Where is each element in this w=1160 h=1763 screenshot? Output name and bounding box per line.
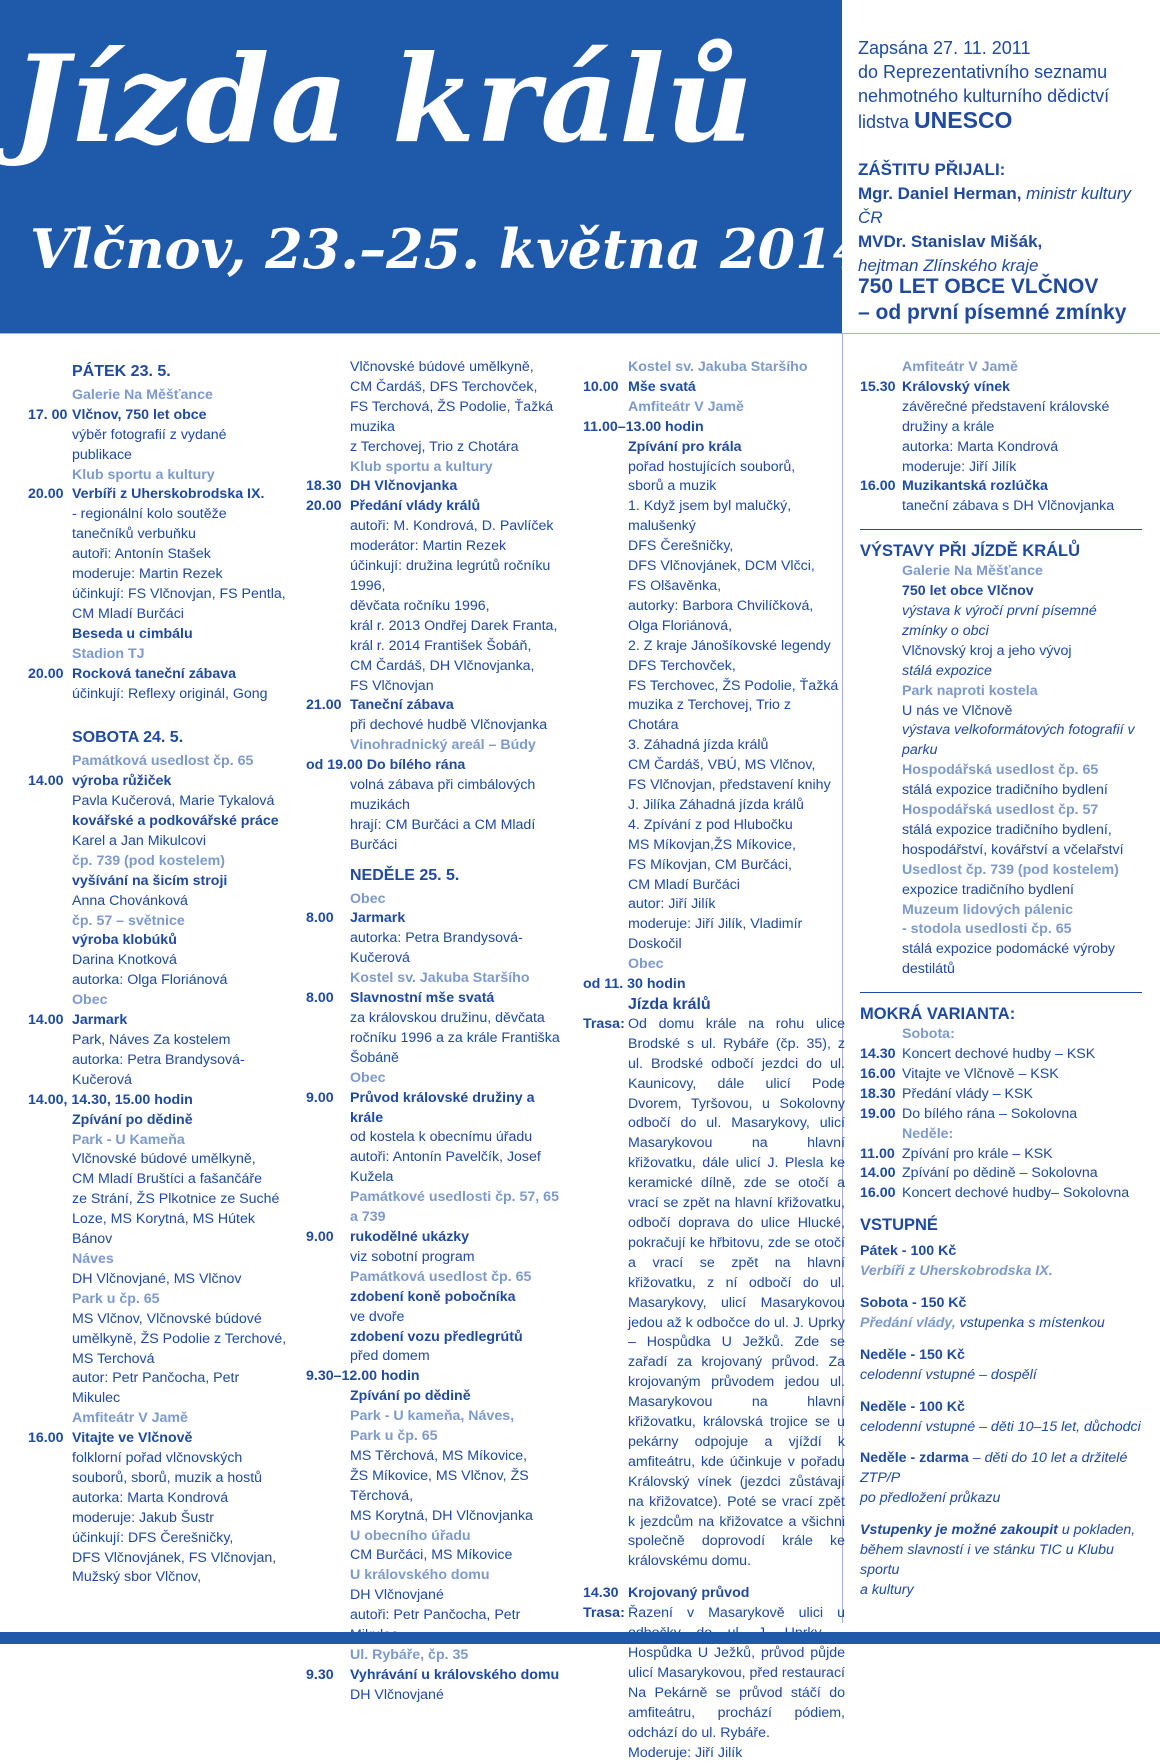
event-detail: autorka: Marta Kondrová	[72, 1489, 229, 1506]
note-text: celodenní vstupné – dospělí	[860, 1366, 1037, 1383]
event-title: Rocková taneční zábava	[72, 665, 237, 682]
event-detail: ve dvoře	[350, 1308, 405, 1325]
event-time: od 11. 30 hodin	[583, 976, 686, 993]
route-text: Řazení v Masarykově ulici u Hospůdka U Ježků, průvod půjde ulicí Masarykovou, před restaurací Na Pekárně se průvod stáčí do amfiteátru, prochází pódiem, odchází do ul. Rybáře.	[628, 1605, 845, 1741]
venue-label: Muzeum lidových pálenic	[902, 901, 1074, 918]
event-time: 18.30	[306, 478, 342, 495]
day-heading: PÁTEK 23. 5.	[72, 363, 171, 380]
event-time: 20.00	[28, 665, 64, 682]
event-detail: Karel a Jan Mikulcovi	[72, 832, 207, 849]
spacer	[860, 1204, 1142, 1216]
venue-label: Náves	[72, 1250, 114, 1267]
footer-bar	[0, 1632, 1160, 1644]
event-detail: Vlčnovské búdové umělkyně,	[350, 359, 534, 375]
event-detail: umělkyně, ŽS Podolie z Terchové,	[72, 1330, 287, 1347]
program-column-2	[306, 358, 568, 1706]
event-detail: Mužský sbor Vlčnov,	[72, 1569, 202, 1586]
note-accent: Předání vlády,	[860, 1314, 956, 1331]
event-detail: děvčata ročníku 1996,	[350, 597, 490, 614]
event-detail: účinkují: družina legrútů ročníku 1996,	[350, 558, 551, 594]
spacer	[860, 1509, 1142, 1521]
event-detail: folklorní pořad vlčnovských	[72, 1450, 243, 1467]
event-detail: autorka: Olga Floriánová	[72, 972, 228, 989]
event-title: výroba růžiček	[72, 773, 172, 790]
venue-label: čp. 739 (pod kostelem)	[72, 852, 225, 869]
venue-label: Park - U kameňa, Náves,	[350, 1408, 515, 1425]
event-note: výstava velkoformátových fotografií v parku	[902, 722, 1135, 759]
event-title: Krojovaný průvod	[628, 1585, 750, 1602]
venue-label: Klub sportu a kultury	[350, 458, 493, 475]
event-detail: při dechové hudbě Vlčnovjanka	[350, 717, 548, 734]
note-text: celodenní vstupné – děti 10–15 let, důchodci	[860, 1418, 1141, 1435]
venue-label: Amfiteátr V Jamě	[628, 398, 744, 415]
event-detail: autoři: Antonín Pavelčík, Josef Kužela	[350, 1149, 541, 1186]
event-detail: MS Terchová	[72, 1350, 155, 1367]
event-detail: 3. Záhadná jízda králů	[628, 737, 769, 754]
event-title: Mše svatá	[628, 378, 696, 395]
venue-label: čp. 57 – světnice	[72, 912, 185, 929]
event-detail: stálá expozice tradičního bydlení	[902, 782, 1108, 799]
event-title: Zpívání pro krále – KSK	[902, 1145, 1053, 1162]
event-detail: CM Čardáš, DH Vlčnovjanka,	[350, 657, 535, 674]
event-detail: moderuje: Jiří Jilík	[902, 458, 1017, 475]
spacer	[28, 704, 290, 724]
price-note: – děti do 10 let a držitelé ZTP/P	[860, 1450, 1128, 1487]
event-row	[860, 1085, 1142, 1105]
event-detail: před domem	[350, 1348, 430, 1365]
note-accent: Vstupenky je možné zakoupit	[860, 1522, 1058, 1539]
event-detail: MS Těrchová, MS Míkovice,	[350, 1447, 528, 1464]
event-title: Jízda králů	[628, 996, 711, 1013]
event-row	[860, 378, 1142, 398]
event-detail: Moderuje: Jiří Jilík	[628, 1744, 743, 1761]
event-detail: autorky: Barbora Chvilíčková,	[628, 597, 814, 614]
event-row	[306, 1666, 568, 1686]
event-detail: autorka: Marta Kondrová	[902, 438, 1059, 455]
event-title: DH Vlčnovjanka	[350, 478, 458, 495]
event-detail: U nás ve Vlčnově	[902, 702, 1013, 719]
event-title: kovářské a podkovářské práce	[72, 813, 279, 830]
event-row	[28, 772, 290, 792]
event-detail: DFS Vlčnovjánek, FS Vlčnovjan,	[72, 1549, 277, 1566]
event-detail: z Terchovej, Trio z Chotára	[350, 438, 519, 455]
event-title: Koncert dechové hudby– Sokolovna	[902, 1185, 1130, 1202]
event-detail: Darina Knotková	[72, 952, 177, 969]
section-heading: MOKRÁ VARIANTA:	[860, 1005, 1016, 1024]
event-detail: MS Vlčnov, Vlčnovské búdové	[72, 1310, 262, 1327]
event-row	[583, 1584, 845, 1604]
spacer	[860, 1437, 1142, 1449]
event-note: zmínky o obci	[902, 622, 989, 639]
venue-label: Památkové usedlosti čp. 57, 65 a 739	[350, 1189, 559, 1226]
spacer	[583, 1572, 845, 1584]
event-detail: CM Burčáci, MS Míkovice	[350, 1547, 513, 1564]
event-detail: CM Čardáš, DFS Terchovček,	[350, 378, 538, 395]
event-detail: účinkují: FS Vlčnovjan, FS Pentla,	[72, 585, 286, 602]
event-detail: MS Míkovjan,ŽS Míkovice,	[628, 836, 796, 853]
note-text: Verbíři z Uherskobrodska IX.	[860, 1263, 1053, 1280]
route-label: Trasa:	[583, 1605, 625, 1622]
event-row	[306, 909, 568, 929]
unesco-note: Zapsána 27. 11. 2011 do Reprezentativního seznamu nehmotného kulturního dědictví lidstva UNESCO	[858, 38, 1110, 133]
event-time: 9.00	[306, 1089, 334, 1106]
venue-label: Neděle:	[902, 1125, 954, 1142]
event-detail: Loze, MS Korytná, MS Hútek Bánov	[72, 1211, 255, 1248]
event-time: 8.00	[306, 990, 334, 1007]
venue-label: Vinohradnický areál – Búdy	[350, 737, 536, 754]
event-time: 9.30	[306, 1666, 334, 1683]
divider	[860, 992, 1142, 993]
event-time: 14.00	[28, 773, 64, 790]
event-title: Verbíři z Uherskobrodska IX.	[72, 486, 265, 503]
event-row	[28, 1429, 290, 1449]
event-detail: FS Olšavěnka,	[628, 577, 722, 594]
note-text	[860, 1314, 1142, 1334]
title-banner	[0, 0, 871, 333]
event-row	[306, 696, 568, 716]
event-detail: viz sobotní program	[350, 1248, 475, 1265]
venue-label: Usedlost čp. 739 (pod kostelem)	[902, 861, 1119, 878]
event-detail: DH Vlčnovjané	[350, 1686, 444, 1703]
event-detail: DFS Terchovček,	[628, 657, 736, 674]
event-detail: MS Korytná, DH Vlčnovjanka	[350, 1507, 533, 1524]
venue-label: Obec	[350, 890, 386, 907]
event-detail: FS Vlčnovjan	[350, 677, 434, 694]
event-title: Královský vínek	[902, 378, 1011, 395]
event-detail: FS Terchovec, ŽS Podolie, Ťažká	[628, 677, 839, 694]
event-time: 16.00	[28, 1430, 64, 1447]
event-time: 16.00	[860, 1065, 896, 1082]
event-title: Vyhrávání u královského domu	[350, 1666, 560, 1683]
event-title: Vitajte ve Vlčnově	[72, 1430, 193, 1447]
event-detail: ŽS Míkovice, MS Vlčnov, ŽS Těrchová,	[350, 1467, 529, 1504]
day-heading: NEDĚLE 25. 5.	[350, 866, 460, 884]
event-title: Předání vlády – KSK	[902, 1085, 1033, 1102]
event-row	[306, 497, 568, 517]
price-row	[860, 1449, 1142, 1489]
event-time: 11.00	[860, 1145, 895, 1162]
venue-label: Hospodářská usedlost čp. 65	[902, 762, 1099, 779]
venue-label: Obec	[72, 992, 108, 1009]
event-detail: CM Čardáš, VBÚ, MS Vlčnov,	[628, 757, 816, 774]
venue-label: Galerie Na Měšťance	[72, 386, 213, 403]
event-title: Do bílého rána – Sokolovna	[902, 1105, 1078, 1122]
event-row	[860, 1164, 1142, 1184]
venue-label: Hospodářská usedlost čp. 57	[902, 802, 1099, 819]
event-detail: král r. 2013 Ondřej Darek Franta,	[350, 617, 558, 634]
event-detail: autor: Jiří Jilík	[628, 896, 716, 913]
main-title: Jízda králů	[12, 29, 754, 170]
event-time: 17. 00	[28, 406, 68, 423]
venue-label: Obec	[628, 956, 664, 973]
event-time: 19.00	[860, 1105, 896, 1122]
program-column-3	[583, 358, 845, 1763]
event-time: 21.00	[306, 697, 342, 714]
event-detail: Olga Floriánová,	[628, 617, 733, 634]
event-detail: taneční zábava s DH Vlčnovjanka	[902, 498, 1115, 515]
venue-label: Sobota:	[902, 1026, 955, 1043]
event-detail: souborů, sborů, muzik a hostů	[72, 1469, 263, 1486]
event-time: 18.30	[860, 1085, 896, 1102]
event-time: 10.00	[583, 378, 619, 395]
anniversary-heading: 750 LET OBCE VLČNOV – od první písemné zmínky	[858, 275, 1127, 324]
event-time: od 19.00 Do bílého rána	[306, 757, 466, 774]
event-detail: autor: Petr Pančocha, Petr Mikulec	[72, 1370, 240, 1407]
event-detail: Anna Chovánková	[72, 892, 188, 909]
event-detail: účinkují: Reflexy originál, Gong	[72, 685, 268, 702]
event-row	[28, 1011, 290, 1031]
event-detail: CM Mladí Bruštíci a fašančáře	[72, 1171, 263, 1188]
note-text: a kultury	[860, 1581, 914, 1598]
event-detail: DH Vlčnovjané, MS Vlčnov	[72, 1270, 242, 1287]
event-detail: DFS Čerešničky,	[628, 538, 734, 555]
event-detail: autoři: Petr Pančocha, Petr	[350, 1607, 521, 1624]
note-text	[860, 1521, 1142, 1541]
event-detail: za královskou družinu, děvčata	[350, 1010, 545, 1026]
venue-label: U obecního úřadu	[350, 1527, 471, 1544]
event-title: Vitajte ve Vlčnově – KSK	[902, 1065, 1059, 1082]
event-detail: FS Terchová, ŽS Podolie, Ťažká muzika	[350, 398, 554, 435]
note-text: během slavností i ve stánku TIC u Klubu sportu	[860, 1542, 1114, 1578]
event-row	[860, 1145, 1142, 1165]
subtitle: Vlčnov, 23.–25. května 2014	[30, 217, 871, 281]
venue-label: Amfiteátr V Jamě	[72, 1410, 188, 1427]
event-detail: stálá expozice tradičního bydlení,	[902, 821, 1112, 838]
event-title: Průvod královské družiny a krále	[350, 1089, 535, 1126]
event-time: 14.00, 14.30, 15.00 hodin	[28, 1091, 193, 1108]
venue-label: Ul. Rybáře, čp. 35	[350, 1647, 469, 1663]
event-detail: účinkují: DFS Čerešničky,	[72, 1529, 234, 1546]
venue-label: Památková usedlost čp. 65	[72, 753, 254, 770]
event-detail: 4. Zpívání z pod Hlubočku	[628, 816, 793, 833]
section-heading: VSTUPNÉ	[860, 1216, 938, 1235]
event-detail: CM Mladí Burčáci	[628, 876, 740, 893]
event-detail: 1. Když jsem byl malučký, malušenký	[628, 498, 792, 535]
event-title: 750 let obce Vlčnov	[902, 583, 1034, 600]
program-column-4	[860, 358, 1142, 1601]
event-detail: Šobáně	[350, 1049, 399, 1066]
event-detail: sborů a muzik	[628, 478, 717, 495]
venue-label: Stadion TJ	[72, 645, 145, 662]
event-detail: ze Strání, ŽS Plkotnice ze Suché	[72, 1191, 280, 1208]
venue-label: Park - U Kameňa	[72, 1131, 185, 1148]
route-label: Trasa:	[583, 1015, 625, 1032]
event-detail: - regionální kolo soutěže	[72, 506, 227, 523]
day-heading: SOBOTA 24. 5.	[72, 729, 184, 747]
event-detail: FS Vlčnovjan, představení knihy	[628, 777, 831, 794]
event-row	[306, 477, 568, 497]
venue-label: Park naproti kostela	[902, 682, 1038, 699]
event-time: 14.00	[860, 1165, 896, 1182]
event-title: zdobení vozu předlegrútů	[350, 1328, 523, 1345]
event-note: stálá expozice	[902, 662, 992, 679]
route-text: Od domu krále na rohu ulice Brodské s ul. Rybáře (čp. 35), z ul. Brodské odbočí jezdci do ul. Kaunicovy, dále ulicí Pode Dvorem, Tyršovou, u Sokolovny odbočí do ul. Masarykovy, ulicí Masarykovou na hlavní křižovatku, dále ulicí J. Plesla ke keramické dílně, zde se otočí a vrací se zpět na hlavní křižovatku, odbočí doprava do ulice Hlucké, pokračují ke hřbitovu, zde se otočí a vrací se zpět na hlavní křižovatku, z ní odbočí do ul. Masarykovy, ulicí Masarykovou jedou až k odbočce do ul. J. Uprky – Hospůdka U Ježků. Zde se zařadí za krojovaný průvod. Za krojovaným průvodem jedou ul. Masarykovou na hlavní křižovatku, královská trojice se u pekárny odpojuje a vjíždí k amfiteátru, kde účinkuje v pořadu Královský vínek (jezdci zůstávají na křižovatce). Poté se vrací zpět k jezdcům na křižovatce a všichni společně doprovodí krále ke královskému domu.	[628, 1015, 845, 1570]
venue-label: Park u čp. 65	[350, 1428, 438, 1445]
event-detail: 2. Z kraje Jánošíkovské legendy	[628, 637, 831, 654]
event-detail: Vlčnovské búdové umělkyně,	[72, 1151, 256, 1168]
event-row	[860, 477, 1142, 497]
route-row	[583, 1015, 845, 1572]
event-title: rukodělné ukázky	[350, 1228, 470, 1245]
event-time: Neděle - 150 Kč	[860, 1346, 965, 1363]
event-title: výroba klobúků	[72, 932, 177, 949]
event-detail: tanečníků verbuňku	[72, 526, 196, 543]
event-time: 20.00	[28, 486, 64, 503]
event-title: Jarmark	[350, 910, 406, 927]
venue-label: Galerie Na Měšťance	[902, 563, 1043, 580]
event-title: Zpívání po dědině	[350, 1388, 471, 1405]
event-detail: stálá expozice podomácké výroby destilátů	[902, 941, 1115, 978]
event-row	[860, 1184, 1142, 1204]
event-detail: volná zábava při cimbálových	[350, 777, 536, 794]
event-detail: muzikách	[350, 796, 410, 813]
event-time: Neděle - 100 Kč	[860, 1398, 965, 1415]
venue-label: Amfiteátr V Jamě	[902, 359, 1018, 375]
event-title: Předání vlády králů	[350, 498, 481, 515]
event-note: výstava k výročí první písemné	[902, 602, 1097, 619]
venue-label: U královského domu	[350, 1567, 490, 1584]
spacer	[306, 856, 568, 862]
event-detail: výběr fotografií z vydané publikace	[72, 426, 227, 463]
event-detail: hrají: CM Burčáci a CM Mladí Burčáci	[350, 816, 536, 853]
event-time: 16.00	[860, 1185, 896, 1202]
divider	[0, 333, 1160, 334]
event-detail: CM Mladí Burčáci	[72, 605, 184, 622]
event-detail: ročníku 1996 a za krále Františka	[350, 1029, 560, 1046]
event-detail: král r. 2014 František Šobáň,	[350, 637, 532, 654]
venue-label: - stodola usedlosti čp. 65	[902, 921, 1072, 938]
route-row	[583, 1604, 845, 1743]
event-title: vyšívání na šicím stroji	[72, 872, 228, 889]
venue-label: Klub sportu a kultury	[72, 466, 215, 483]
event-detail: autorka: Petra Brandysová-Kučerová	[72, 1051, 245, 1088]
event-row	[28, 406, 290, 426]
event-detail: družiny a krále	[902, 418, 995, 435]
price-label: Neděle - zdarma	[860, 1450, 969, 1467]
event-detail: od kostela k obecnímu úřadu	[350, 1129, 533, 1146]
program-column-1	[28, 358, 290, 1588]
event-row	[583, 378, 845, 398]
event-row	[860, 1065, 1142, 1085]
venue-label: Obec	[350, 1069, 386, 1086]
event-row	[306, 1089, 568, 1129]
divider	[860, 529, 1142, 530]
event-time: 16.00	[860, 478, 896, 495]
event-time: 9.00	[306, 1228, 334, 1245]
venue-label: Kostel sv. Jakuba Staršího	[350, 970, 530, 987]
event-detail: hospodářství, kovářství a včelařství	[902, 841, 1124, 858]
spacer	[860, 1282, 1142, 1294]
event-detail: Park, Náves Za kostelem	[72, 1032, 231, 1048]
patronage: ZÁŠTITU PŘIJALI: Mgr. Daniel Herman, ministr kultury ČR MVDr. Stanislav Mišák, hejtman Zlínského kraje	[858, 160, 1132, 275]
event-title: Zpívání po dědině – Sokolovna	[902, 1165, 1098, 1182]
event-title: Koncert dechové hudby – KSK	[902, 1046, 1096, 1062]
event-time: 14.30	[860, 1046, 896, 1062]
note-rest: vstupenka s místenkou	[955, 1314, 1105, 1331]
venue-label: Památková usedlost čp. 65	[350, 1268, 532, 1285]
event-detail: DFS Vlčnovjánek, DCM Vlčci,	[628, 558, 815, 575]
event-time: 20.00	[306, 498, 342, 515]
event-row	[860, 1105, 1142, 1125]
event-detail: moderátor: Martin Rezek	[350, 538, 507, 555]
note-rest: u pokladen,	[1057, 1522, 1136, 1539]
event-detail: J. Jilíka Záhadná jízda králů	[628, 796, 804, 813]
event-time: 15.30	[860, 378, 896, 395]
event-row	[28, 665, 290, 685]
event-title: Beseda u cimbálu	[72, 625, 193, 642]
event-detail: moderuje: Jiří Jilík, Vladimír Doskočil	[628, 916, 803, 953]
spacer	[860, 1386, 1142, 1398]
event-title: zdobení koně pobočníka	[350, 1288, 516, 1305]
event-detail: pořad hostujících souborů,	[628, 458, 796, 475]
event-detail: Vlčnovský kroj a jeho vývoj	[902, 642, 1072, 659]
event-detail: autoři: M. Kondrová, D. Pavlíček	[350, 518, 554, 535]
spacer	[860, 1334, 1142, 1346]
note-text: po předložení průkazu	[860, 1490, 1001, 1507]
event-time: 11.00–13.00 hodin	[583, 418, 704, 435]
event-time: 9.30–12.00 hodin	[306, 1368, 420, 1385]
event-detail: autorka: Petra Brandysová- Kučerová	[350, 930, 523, 967]
event-row	[28, 485, 290, 505]
event-detail: závěrečné představení královské	[902, 398, 1110, 415]
event-row	[306, 989, 568, 1009]
event-row	[860, 1045, 1142, 1065]
event-time: 14.00	[28, 1012, 64, 1029]
event-detail: moderuje: Jakub Šustr	[72, 1509, 214, 1526]
unesco-brand: UNESCO	[914, 107, 1013, 133]
event-detail: muzika z Terchovej, Trio z Chotára	[628, 697, 791, 734]
event-title: Jarmark	[72, 1012, 128, 1029]
venue-label: Park u čp. 65	[72, 1290, 160, 1307]
event-title: Zpívání po dědině	[72, 1111, 193, 1128]
event-detail: DH Vlčnovjané	[350, 1587, 444, 1604]
section-heading: VÝSTAVY PŘI JÍZDĚ KRÁLŮ	[860, 542, 1081, 561]
event-detail: FS Míkovjan, CM Burčáci,	[628, 856, 792, 873]
event-title: Muzikantská rozlúčka	[902, 478, 1048, 495]
event-time: Pátek - 100 Kč	[860, 1243, 957, 1260]
event-detail: moderuje: Martin Rezek	[72, 566, 223, 583]
event-title: Slavnostní mše svatá	[350, 990, 495, 1007]
event-detail: autoři: Antonín Stašek	[72, 546, 211, 563]
event-detail: Pavla Kučerová, Marie Tykalová	[72, 793, 275, 810]
event-time: Sobota - 150 Kč	[860, 1294, 967, 1311]
event-title: Taneční zábava	[350, 697, 454, 714]
event-row	[306, 1228, 568, 1248]
event-time: 14.30	[583, 1585, 619, 1602]
venue-label: Kostel sv. Jakuba Staršího	[628, 359, 808, 375]
event-time: 8.00	[306, 910, 334, 927]
event-detail: expozice tradičního bydlení	[902, 881, 1074, 898]
event-title: Vlčnov, 750 let obce	[72, 406, 207, 423]
event-title: Zpívání pro krála	[628, 438, 742, 455]
